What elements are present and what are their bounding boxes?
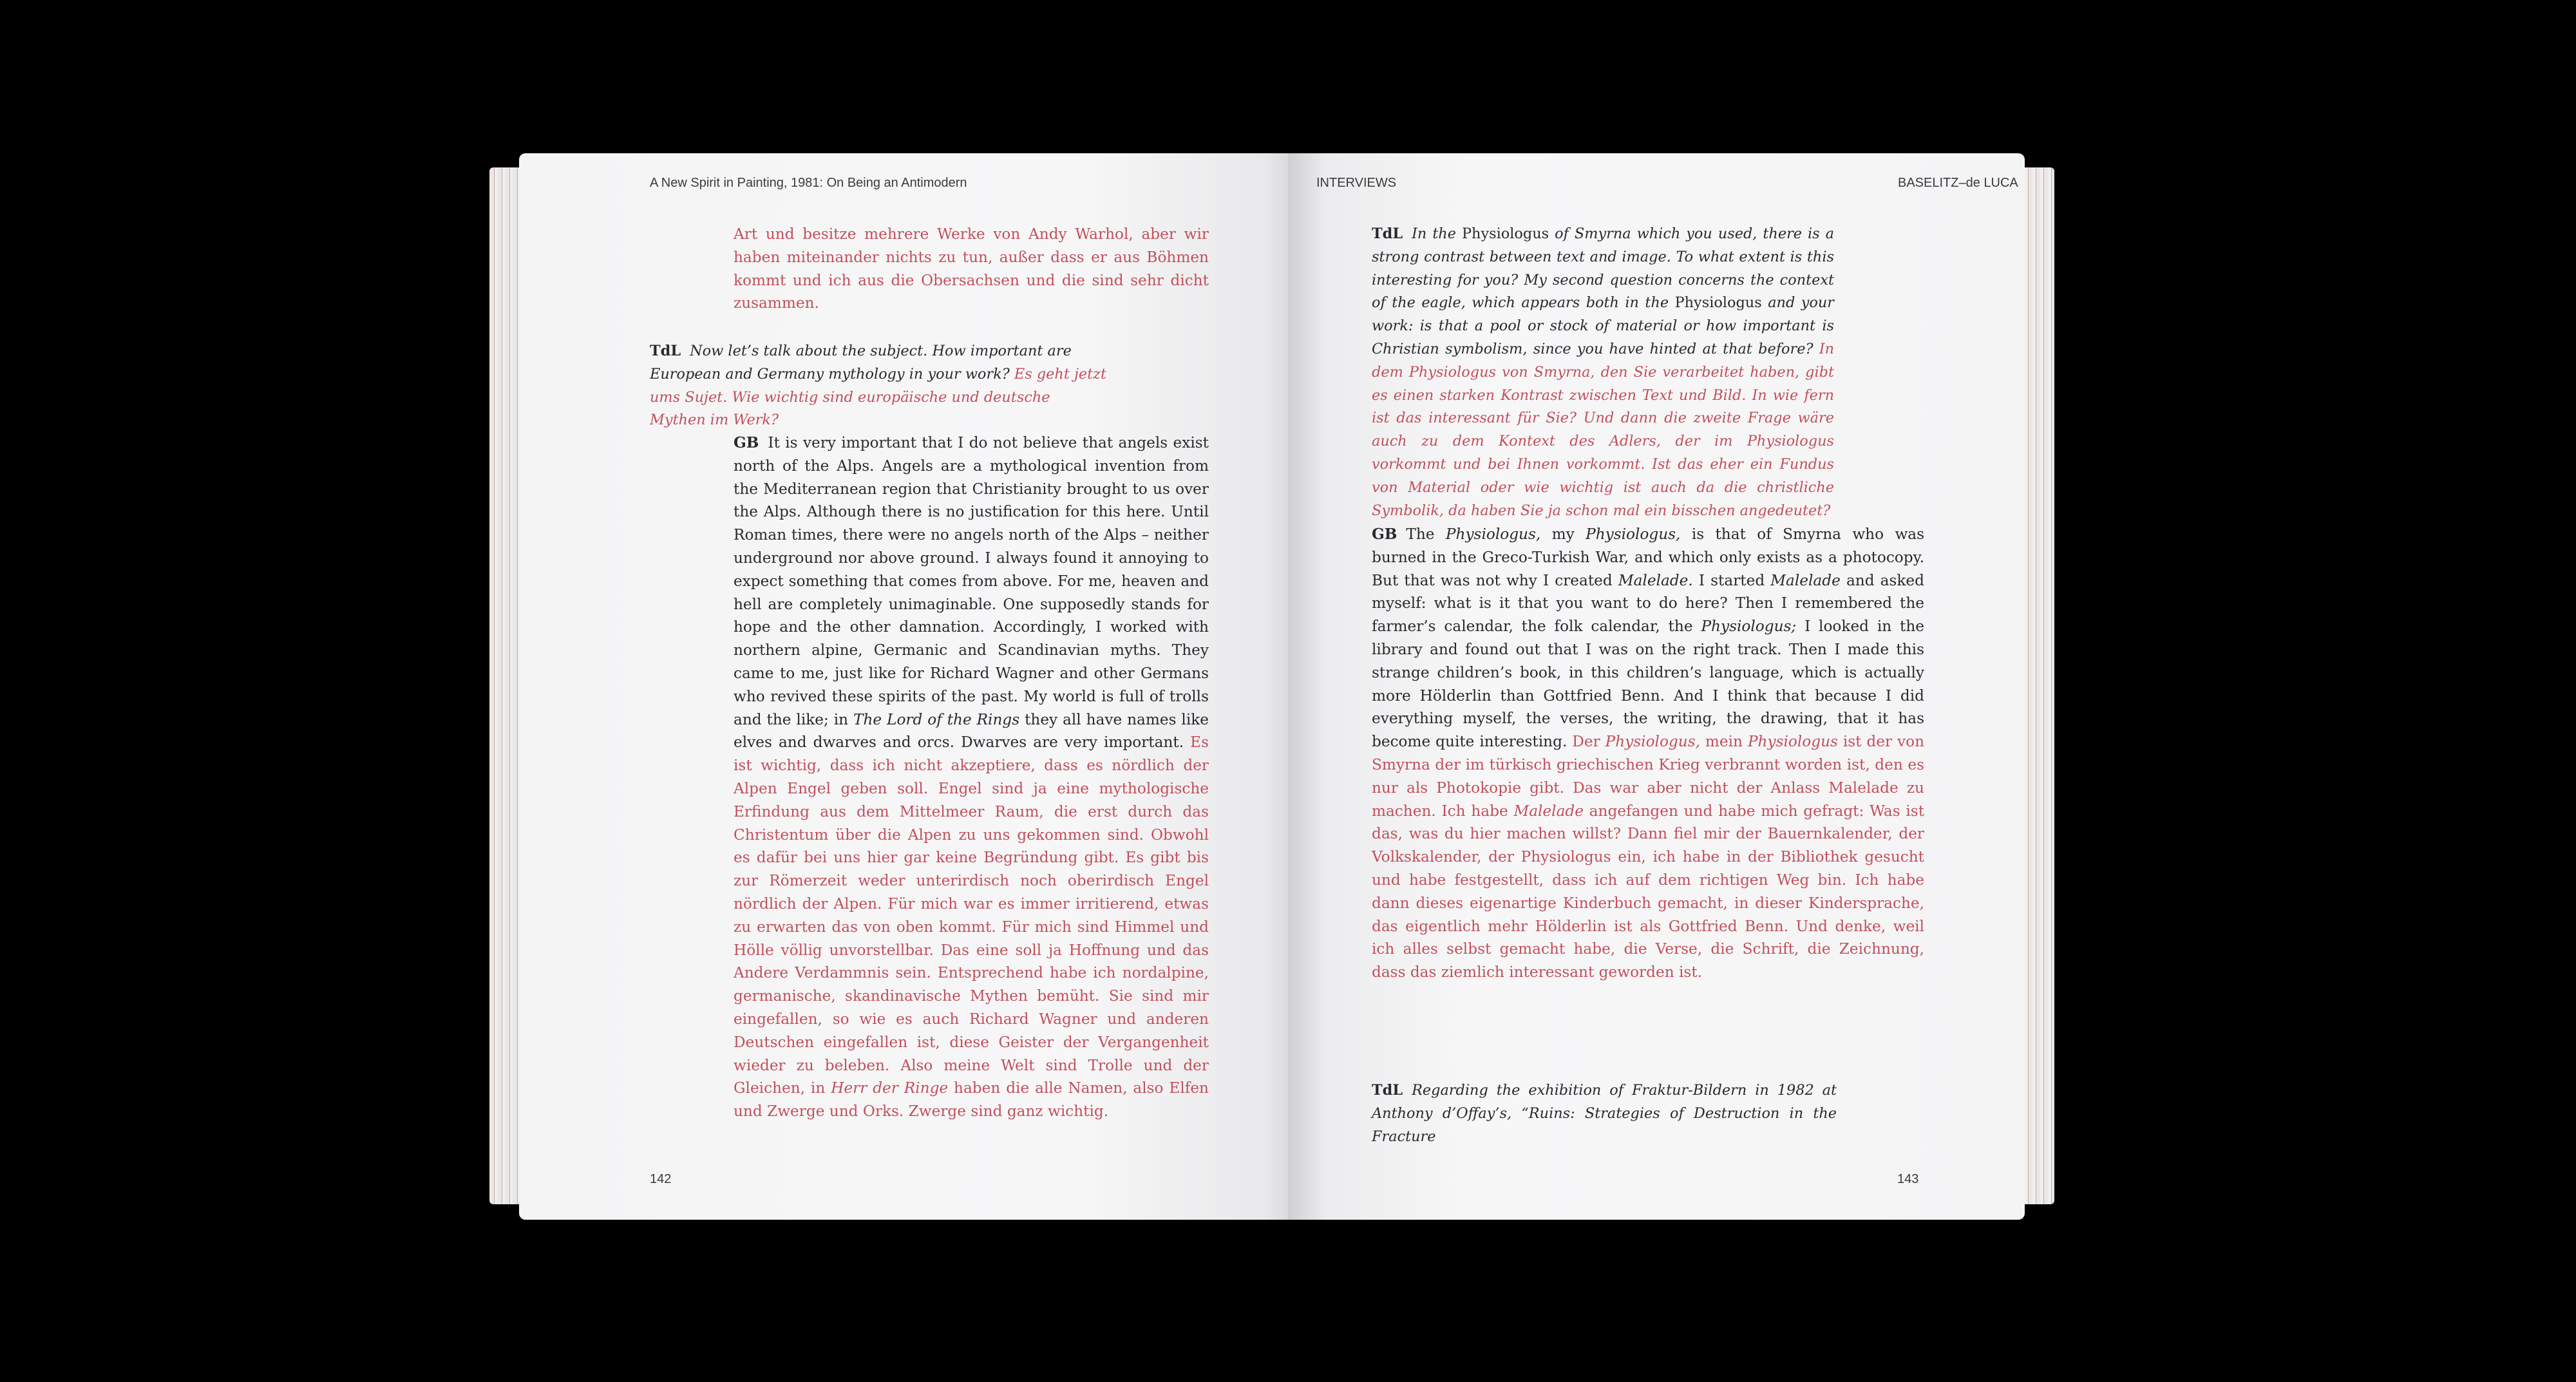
answer-de: Der — [1572, 733, 1600, 751]
left-page — [519, 153, 1311, 1220]
answer-de: Es ist wichtig, dass ich nicht akzeptiere, dass es nördlich der Alpen Engel geben soll. Engel sind ja eine mythologische Erfindung aus dem Mittelmeer Raum, die erst durch das Christentum über die Alpen zu uns gekommen sind. Obwohl es dafür bei uns hier gar keine Begründung gibt. Es gibt bis zur Römerzeit weder unterirdisch noch oberirdisch Engel nördlich der Alpen. Für mich war es immer irritierend, etwas zu erwarten das von oben kommt. Für mich sind Himmel und Hölle völlig unvorstellbar. Das eine soll ja Hoffnung und das Andere Verdammnis sein. Entsprechend habe ich nordalpine, germanische, skandinavische Mythen bemüht. Sie sind mir eingefallen, so wie es auch Richard Wagner und anderen Deutschen eingefallen ist, diese Geister der Vergangenheit wieder zu beleben. Also meine Welt sind Trolle und der Gleichen, in — [734, 734, 1209, 1097]
title-physiologus: Physiologus — [1461, 225, 1549, 242]
speaker-label: TdL — [1372, 225, 1403, 242]
paragraph-de-continuation: Art und besitze mehrere Werke von Andy Warhol, aber wir haben miteinander nichts zu tun, außer dass er aus Böhmen kommt und ich aus die Obersachsen und die sind sehr dicht zusammen. — [734, 225, 1209, 312]
question-en: Now let’s talk about the subject. How important are European and Germany mythology in your work? — [650, 343, 1072, 383]
question-tdl-physiologus: TdL In the Physiologus of Smyrna which you used, there is a strong contrast between text and image. To what extent is this interesting for you? My second question concerns the context of the eagle, which appears both in the Physiologus and your work: is that a pool or stock of material or how important is Christian symbolism, since you have hinted at that before? In dem Physiologus von Smyrna, den Sie verarbeitet haben, gibt es einen starken Kontrast zwischen Text und Bild. In wie fern ist das interessant für Sie? Und dann die zweite Frage wäre auch zu dem Kontext des Adlers, der im Physiologus vorkommt und bei Ihnen vorkommt. Ist das eher ein Fundus von Material oder wie wichtig ist auch da die christliche Symbolik, da haben Sie ja schon mal ein bisschen angedeutet? — [1372, 225, 1835, 519]
question-de: In dem Physiologus von Smyrna, den Sie verarbeitet haben, gibt es einen starken Kontrast zwischen Text und Bild. In wie fern ist das interessant für Sie? Und dann die zweite Frage wäre auch zu dem Kontext des Adlers, der im Physiologus vorkommt und bei Ihnen vorkommt. Ist das eher ein Fundus von Material oder wie wichtig ist auch da die christliche Symbolik, da haben Sie ja schon mal ein bisschen angedeutet? — [1372, 340, 1834, 519]
running-head-section: INTERVIEWS — [1316, 176, 1397, 190]
book-title-de: Herr der Ringe — [831, 1079, 949, 1097]
page-number-right: 143 — [1897, 1172, 1919, 1186]
page-number-left: 142 — [650, 1172, 672, 1186]
question-tdl-fraktur: TdL Regarding the exhibition of Fraktur-Bildern in 1982 at Anthony d’Offay’s, “Ruins: Strategies of Destruction in the Fracture — [1372, 1082, 1837, 1145]
book-title: The Lord of the Rings — [853, 710, 1020, 728]
speaker-label: GB — [734, 434, 759, 451]
answer-de-cont: haben die alle Namen, also Elfen und Zwerge und Orks. Zwerge sind ganz wichtig. — [734, 1079, 1209, 1121]
answer-en-cont: they all have names like elves and dwarves and orcs. Dwarves are very important. — [734, 710, 1209, 752]
question-de: Es geht jetzt ums Sujet. Wie wichtig sind europäische und deutsche Mythen im Werk? — [650, 365, 1106, 429]
answer-gb-angels — [734, 431, 1209, 1123]
question-tdl-mythology — [650, 340, 1110, 432]
running-head-title: BASELITZ–de LUCA — [1898, 176, 2018, 190]
speaker-label: TdL — [650, 343, 681, 359]
speaker-label: GB — [1372, 525, 1397, 543]
right-page — [1288, 153, 2025, 1220]
open-book — [489, 153, 2054, 1220]
answer-en: It is very important that I do not believe that angels exist north of the Alps. Angels are a mythological invention from the Mediterranean region that Christianity brought to us over the Alps. Although there is no justification for this here. Until Roman times, there were no angels north of the Alps – neither underground nor above ground. I always found it annoying to expect something that comes from above. For me, heaven and hell are completely unimaginable. One supposedly stands for hope and the other damnation. Accordingly, I worked with northern alpine, Germanic and Scandinavian myths. They came to me, just like for Richard Wagner and other Germans who revived these spirits of the past. My world is full of trolls and the like; in — [734, 434, 1209, 728]
answer-gb-physiologus: GB The Physiologus, my Physiologus, is that of Smyrna who was burned in the Greco-Turkish War, and which only exists as a photocopy. But that was not why I created Malelade. I started Malelade and asked myself: what is it that you want to do here? Then I remembered the farmer’s calendar, the folk calendar, the Physiologus; I looked in the library and found out that I was on the right track. Then I made this strange children’s book, in this children’s language, which is actually more Hölderlin than Gottfried Benn. And I think that because I did everything myself, the verses, the writing, the drawing, that it has become quite interesting. Der Physiologus, mein Physiologus ist der von Smyrna der im türkisch griechischen Krieg verbrannt worden ist, den es nur als Photokopie gibt. Das war aber nicht der Anlass Malelade zu machen. Ich habe Malelade angefangen und habe mich gefragt: Was ist das, was du hier machen willst? Dann fiel mir der Bauernkalender, der Volkskalender, der Physiologus ein, ich habe in der Bibliothek gesucht und habe festgestellt, dass ich auf dem richtigen Weg bin. Ich habe dann dieses eigenartige Kinderbuch gemacht, in dieser Kindersprache, das eigentlich mehr Hölderlin ist als Gottfried Benn. Und denke, weil ich alles selbst gemacht habe, die Verse, die Schrift, die Zeichnung, dass das ziemlich interessant geworden ist. — [1372, 525, 1925, 981]
running-head-left: A New Spirit in Painting, 1981: On Being an Antimodern — [650, 176, 967, 190]
speaker-label: TdL — [1372, 1082, 1403, 1099]
